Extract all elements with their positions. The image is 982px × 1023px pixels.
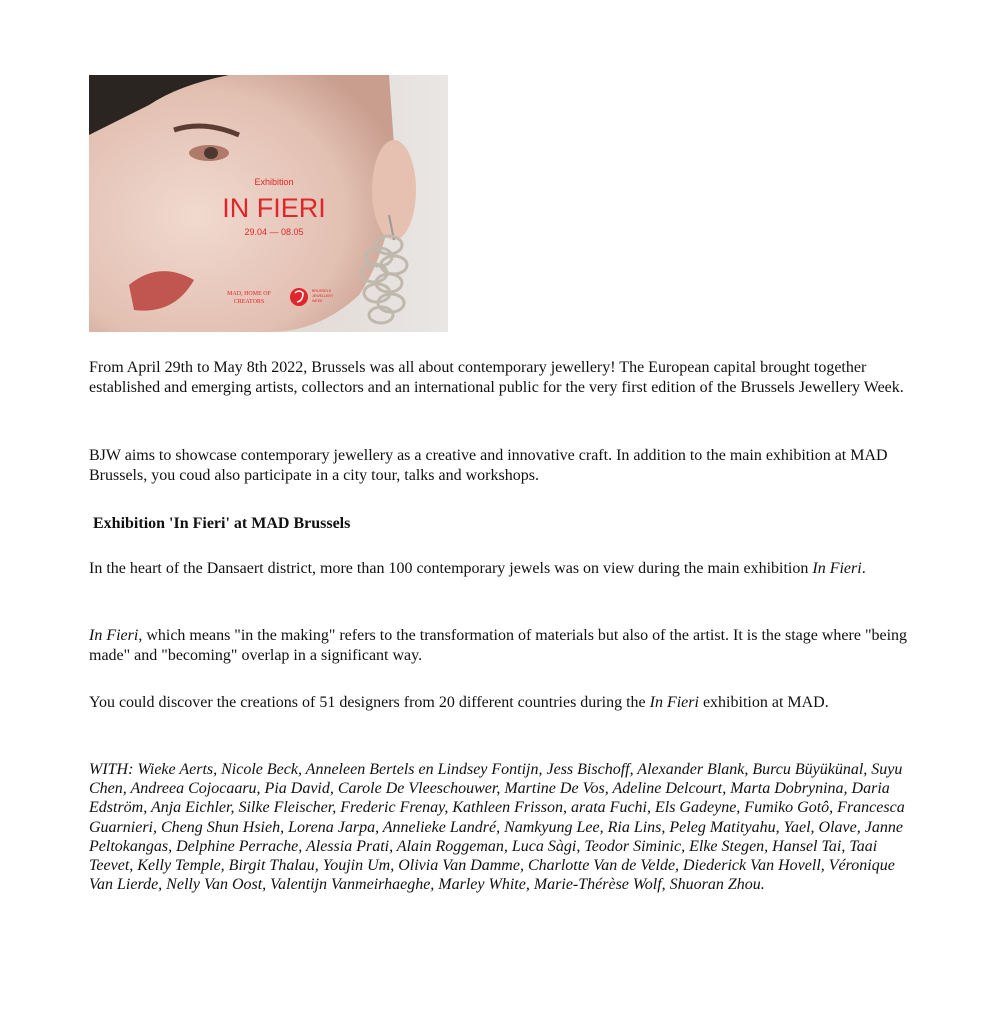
in-fieri-title: In Fieri [649, 694, 699, 711]
meaning-text: , which means "in the making" refers to the transformation of materials but also of the artist. It is the stage where "being made" and "becoming" overlap in a significant way. [89, 627, 908, 664]
poster-title: IN FIERI [222, 193, 326, 223]
exhibition-poster [89, 75, 448, 332]
partner-line1: BRUSSELS [312, 289, 332, 293]
designers-end: exhibition at MAD. [698, 694, 829, 711]
in-fieri-title: In Fieri [812, 560, 862, 577]
partner-line3: WEEK [312, 299, 323, 303]
in-fieri-title: In Fieri [89, 627, 139, 644]
poster-venue-line2: CREATORS [233, 299, 265, 305]
poster-venue-line1: MAD, HOME OF [227, 291, 271, 297]
dansaert-text: In the heart of the Dansaert district, more than 100 contemporary jewels was on view during the main exhibition [89, 560, 813, 577]
designers-text: You could discover the creations of 51 designers from 20 different countries during the [89, 694, 650, 711]
dansaert-paragraph [89, 559, 919, 579]
poster-eyebrow: Exhibition [254, 177, 294, 187]
partner-line2: JEWELLERY [312, 294, 334, 298]
poster-dates: 29.04 — 08.05 [244, 227, 304, 237]
designers-paragraph [89, 693, 919, 713]
artists-list: WITH: Wieke Aerts, Nicole Beck, Anneleen Bertels en Lindsey Fontijn, Jess Bischoff, Alexander Blank, Burcu Büyükünal, Suyu Chen, Andreea Cojocaaru, Pia David, Carole De Vleeschouwer, Martine De Vos, Adeline Delcourt, Marta Dobrynina, Daria Edström, Anja Eichler, Silke Fleischer, Frederic Frenay, Kathleen Frisson, arata Fuchi, Els Gadeyne, Fumiko Gotô, Francesca Guarnieri, Cheng Shun Hsieh, Lorena Jarpa, Annelieke Landré, Namkyung Lee, Ria Lins, Peleg Matityahu, Yael, Olave, Janne Peltokangas, Delphine Perrache, Alessia Prati, Alain Roggeman, Luca Sàgi, Teodor Siminic, Elke Stegen, Hansel Tai, Taai Teevet, Kelly Temple, Birgit Thalau, Youjin Um, Olivia Van Damme, Charlotte Van de Velde, Diederick Van Hovell, Véronique Van Lierde, Nelly Van Oost, Valentijn Vanmeirhaeghe, Marley White, Marie-Thérèse Wolf, Shuoran Zhou. [89, 761, 905, 894]
meaning-paragraph [89, 626, 919, 665]
section-heading: Exhibition 'In Fieri' at MAD Brussels [93, 515, 351, 532]
ear [372, 140, 416, 240]
dansaert-end: . [861, 560, 866, 577]
bjw-paragraph: BJW aims to showcase contemporary jewellery as a creative and innovative craft. In addition to the main exhibition at MAD Brussels, you coud also participate in a city tour, talks and workshops. [89, 447, 888, 484]
intro-paragraph: From April 29th to May 8th 2022, Brussels was all about contemporary jewellery! The European capital brought together established and emerging artists, collectors and an international public for the very first edition of the Brussels Jewellery Week. [89, 359, 904, 396]
iris [204, 147, 218, 159]
